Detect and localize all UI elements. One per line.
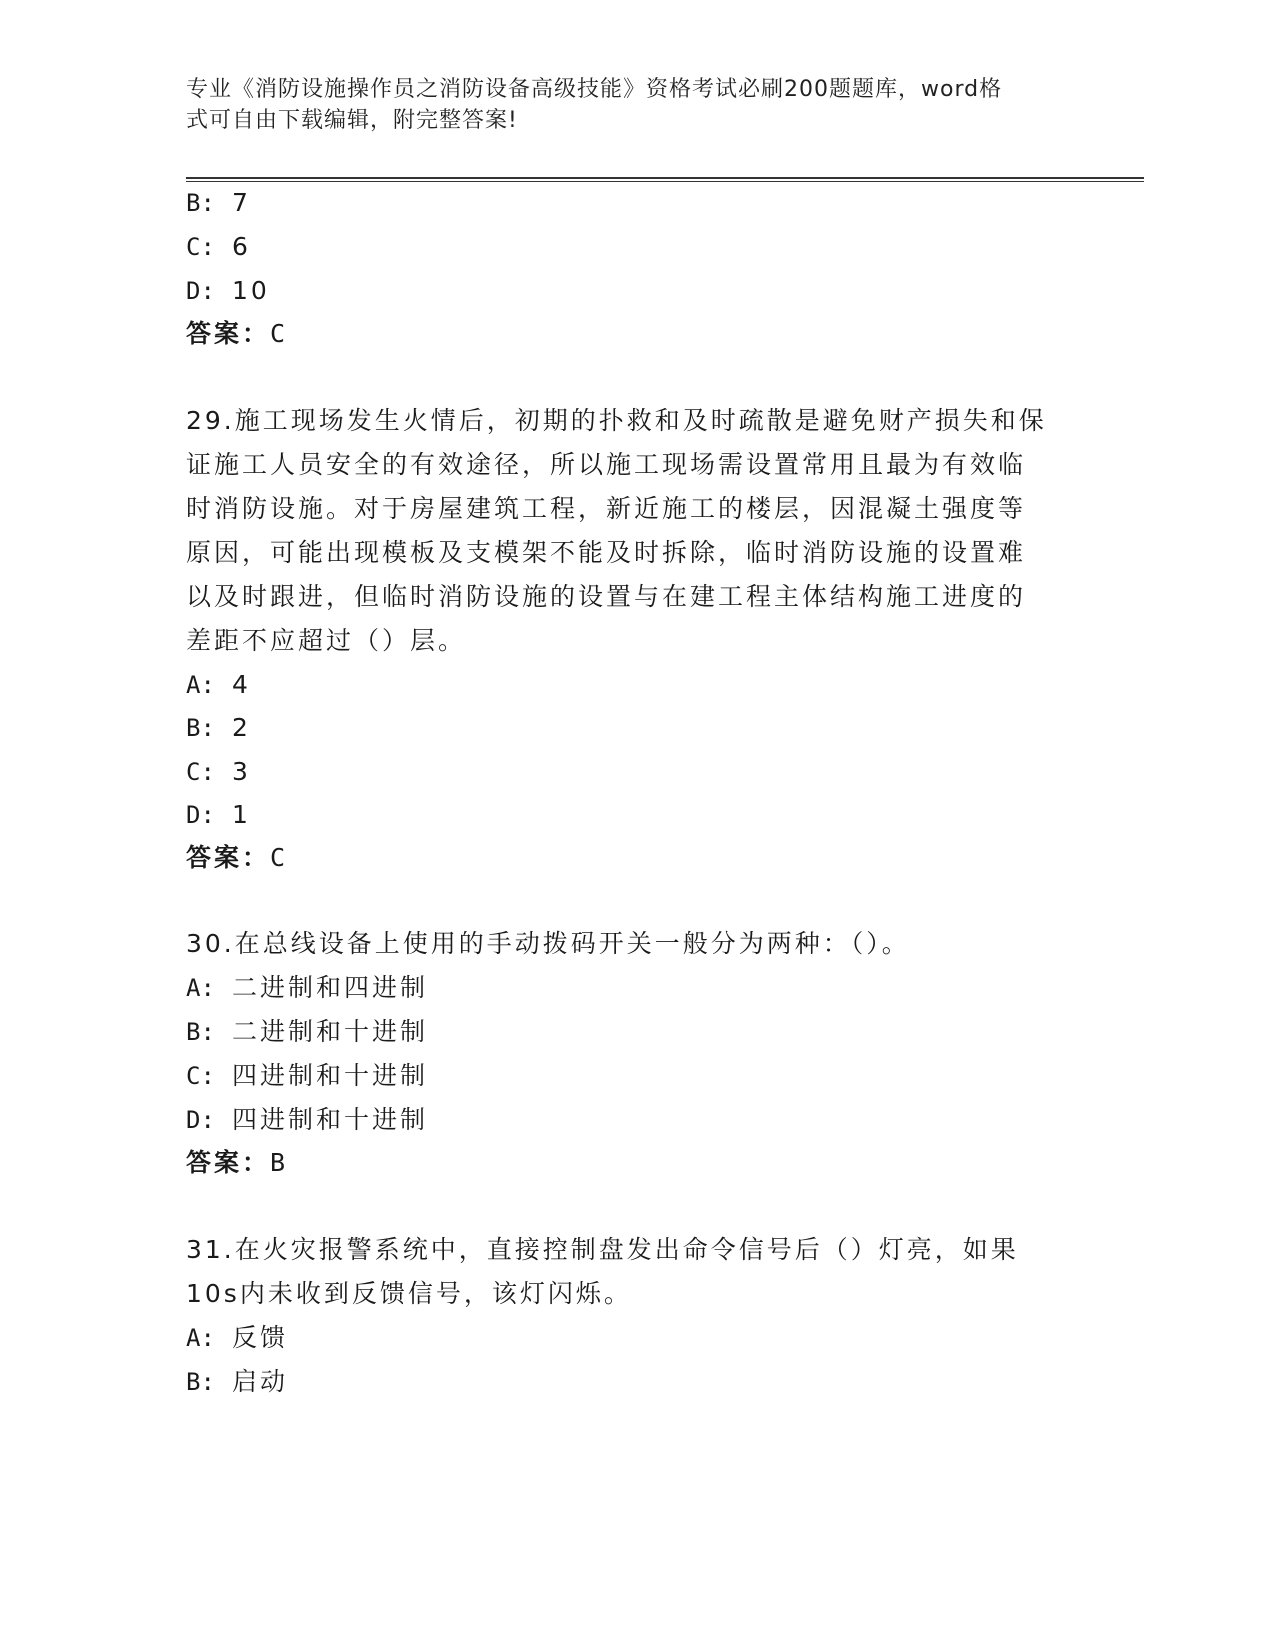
answer-line: 答案：B xyxy=(186,1148,289,1177)
option-c: C: 3 xyxy=(186,757,251,786)
option-d: D: 10 xyxy=(186,276,270,305)
option-c: C: 6 xyxy=(186,232,251,261)
option-a: A: 反馈 xyxy=(186,1323,289,1352)
header-rule-thin xyxy=(186,181,1144,182)
answer-line: 答案：C xyxy=(186,319,289,348)
header-line-1: 专业《消防设施操作员之消防设备高级技能》资格考试必刷200题题库，word格 xyxy=(186,77,1003,102)
question-31-line-1: 31.在火灾报警系统中，直接控制盘发出命令信号后（）灯亮，如果 xyxy=(186,1235,1019,1264)
option-b: B: 二进制和十进制 xyxy=(186,1017,429,1046)
option-b: B: 7 xyxy=(186,188,251,217)
option-a: A: 4 xyxy=(186,670,251,699)
question-29-line-3: 时消防设施。对于房屋建筑工程，新近施工的楼层，因混凝土强度等 xyxy=(186,494,1027,523)
document-header xyxy=(186,74,1066,136)
question-29-line-5: 以及时跟进，但临时消防设施的设置与在建工程主体结构施工进度的 xyxy=(186,582,1027,611)
option-d: D: 四进制和十进制 xyxy=(186,1105,429,1134)
question-29-line-2: 证施工人员安全的有效途径，所以施工现场需设置常用且最为有效临 xyxy=(186,450,1027,479)
question-29-line-1: 29.施工现场发生火情后，初期的扑救和及时疏散是避免财产损失和保 xyxy=(186,406,1047,435)
question-30-line-1: 30.在总线设备上使用的手动拨码开关一般分为两种：（）。 xyxy=(186,929,910,958)
option-c: C: 四进制和十进制 xyxy=(186,1061,429,1090)
header-line-2: 式可自由下载编辑，附完整答案! xyxy=(186,108,518,133)
option-a: A: 二进制和四进制 xyxy=(186,973,429,1002)
question-31-line-2: 10s内未收到反馈信号，该灯闪烁。 xyxy=(186,1279,632,1308)
header-rule xyxy=(186,177,1144,179)
option-b: B: 启动 xyxy=(186,1367,289,1396)
question-29-line-4: 原因，可能出现模板及支模架不能及时拆除，临时消防设施的设置难 xyxy=(186,538,1027,567)
question-29-line-6: 差距不应超过（）层。 xyxy=(186,626,467,655)
answer-line: 答案：C xyxy=(186,843,289,872)
option-d: D: 1 xyxy=(186,800,251,829)
option-b: B: 2 xyxy=(186,713,251,742)
